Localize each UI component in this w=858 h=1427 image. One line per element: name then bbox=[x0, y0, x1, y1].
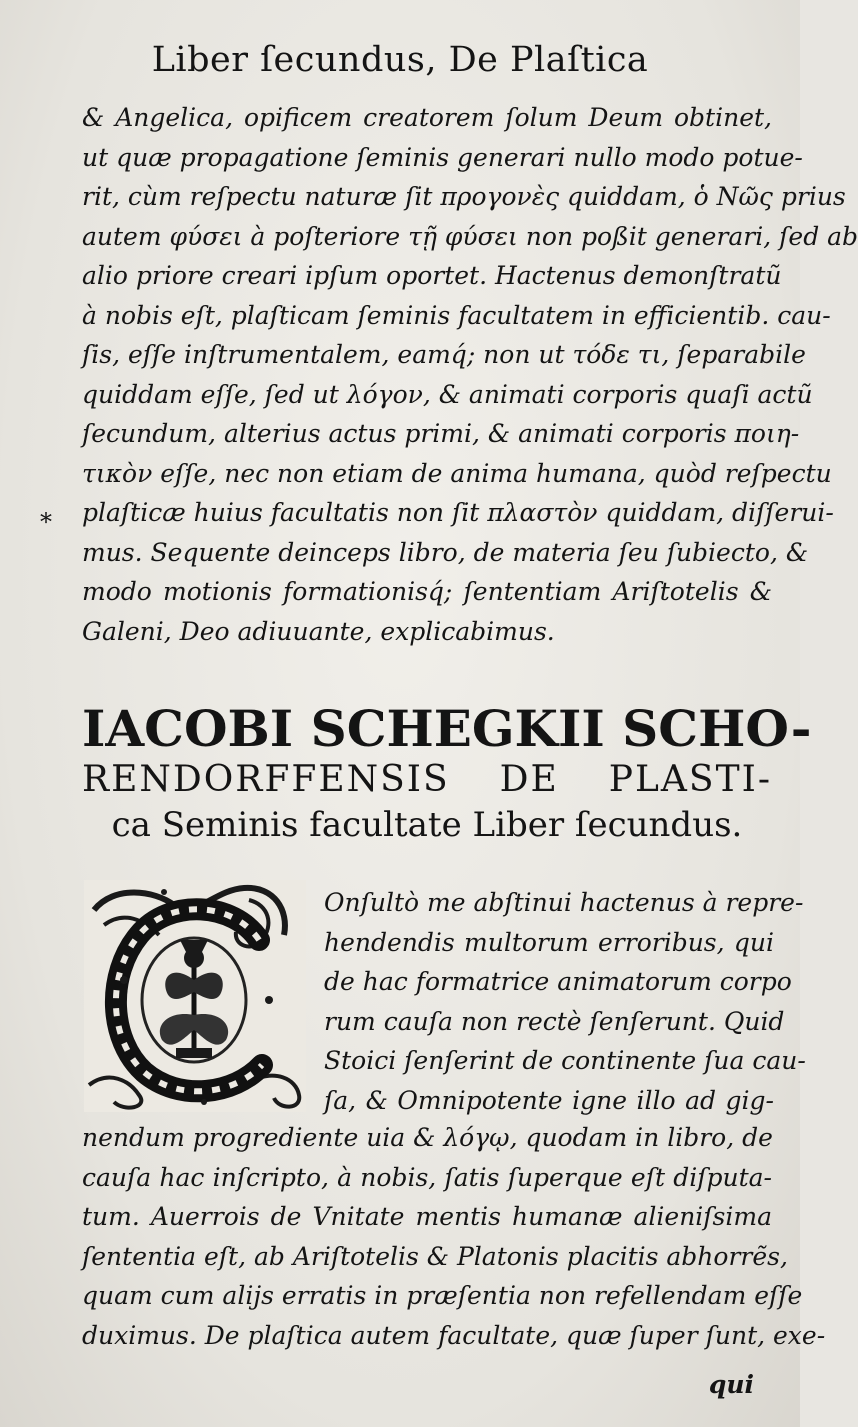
text-line: ſententia eſt, ab Ariſtotelis & Platonis placitis abhorrẽs, bbox=[82, 1241, 788, 1271]
text-line: cauſa hac inſcripto, à nobis, ſatis ſuperque eſt diſputa- bbox=[82, 1162, 772, 1192]
text-line: τικὸν eſſe, nec non etiam de anima humana, quòd reſpectu bbox=[82, 458, 832, 488]
text-line: quam cum alijs erratis in præſentia non refellendam eſſe bbox=[82, 1281, 803, 1310]
text-line: duximus. De plaſtica autem facultate, quæ ſuper ſunt, exe- bbox=[82, 1320, 826, 1350]
text-line: ſecundum, alterius actus primi, & animati corporis ποιη- bbox=[82, 419, 800, 448]
text-line: Stoici ſenſerint de continente ſua cau- bbox=[324, 1046, 806, 1075]
ornamental-initial-icon bbox=[84, 880, 306, 1112]
text-line: ut quæ propagatione ſeminis generari nullo modo potue- bbox=[82, 142, 803, 172]
text-line: à nobis eſt, plaſticam ſeminis facultatem in efficientib. cau- bbox=[82, 300, 831, 330]
running-head: Liber ſecundus, De Plaſtica bbox=[151, 40, 649, 80]
text-line: Onſultò me abſtinui hactenus à repre- bbox=[324, 888, 804, 917]
text-line: quiddam eſſe, ſed ut λόγον, & animati corporis quaſi actũ bbox=[82, 379, 813, 409]
text-line: & Angelica, opificem creatorem ſolum Deum obtinet, bbox=[82, 103, 772, 132]
margin-asterisk: * bbox=[40, 508, 52, 536]
text-line: hendendis multorum erroribus, qui bbox=[324, 927, 774, 957]
text-line: ſa, & Omnipotente igne illo ad gig- bbox=[324, 1085, 774, 1115]
heading-line-2: RENDORFFENSIS DE PLASTI- bbox=[82, 759, 772, 800]
main-paragraph-beside-initial bbox=[324, 883, 806, 1120]
text-line: modo motionis formationisq́; ſententiam Ariſtotelis & bbox=[82, 577, 772, 606]
main-paragraph-full bbox=[82, 1118, 826, 1355]
chapter-heading bbox=[82, 699, 812, 848]
text-line: ſis, eſſe inſtrumentalem, eamq́; non ut τόδε τι, ſeparabile bbox=[82, 340, 806, 369]
text-line: plaſticæ huius facultatis non ſit πλαστὸν quiddam, diſſerui- bbox=[82, 498, 834, 527]
text-line: autem φύσει à poſteriore τῇ φύσει non poßit generari, ſed ab bbox=[82, 221, 858, 251]
text-line: de hac formatrice animatorum corpo bbox=[324, 967, 792, 996]
text-line: Galeni, Deo adiuuante, explicabimus. bbox=[82, 616, 555, 646]
heading-line-3: ca Seminis facultate Liber ſecundus. bbox=[111, 805, 743, 845]
catchword: qui bbox=[708, 1370, 754, 1399]
text-line: alio priore creari ipſum oportet. Hactenus demonſtratũ bbox=[82, 261, 782, 290]
text-line: mus. Sequente deinceps libro, de materia ſeu ſubiecto, & bbox=[82, 537, 809, 567]
previous-paragraph bbox=[82, 98, 858, 651]
text-line: rum cauſa non rectè ſenſerunt. Quid bbox=[324, 1006, 785, 1036]
text-line: tum. Auerrois de Vnitate mentis humanæ alieniſsima bbox=[82, 1202, 772, 1231]
heading-line-1: IACOBI SCHEGKII SCHO- bbox=[82, 699, 812, 758]
text-line: rit, cùm reſpectu naturæ ſit προγονὲς quiddam, ὁ Nῶς prius bbox=[82, 182, 846, 211]
text-line: nendum progrediente uia & λόγῳ, quodam in libro, de bbox=[82, 1123, 773, 1152]
